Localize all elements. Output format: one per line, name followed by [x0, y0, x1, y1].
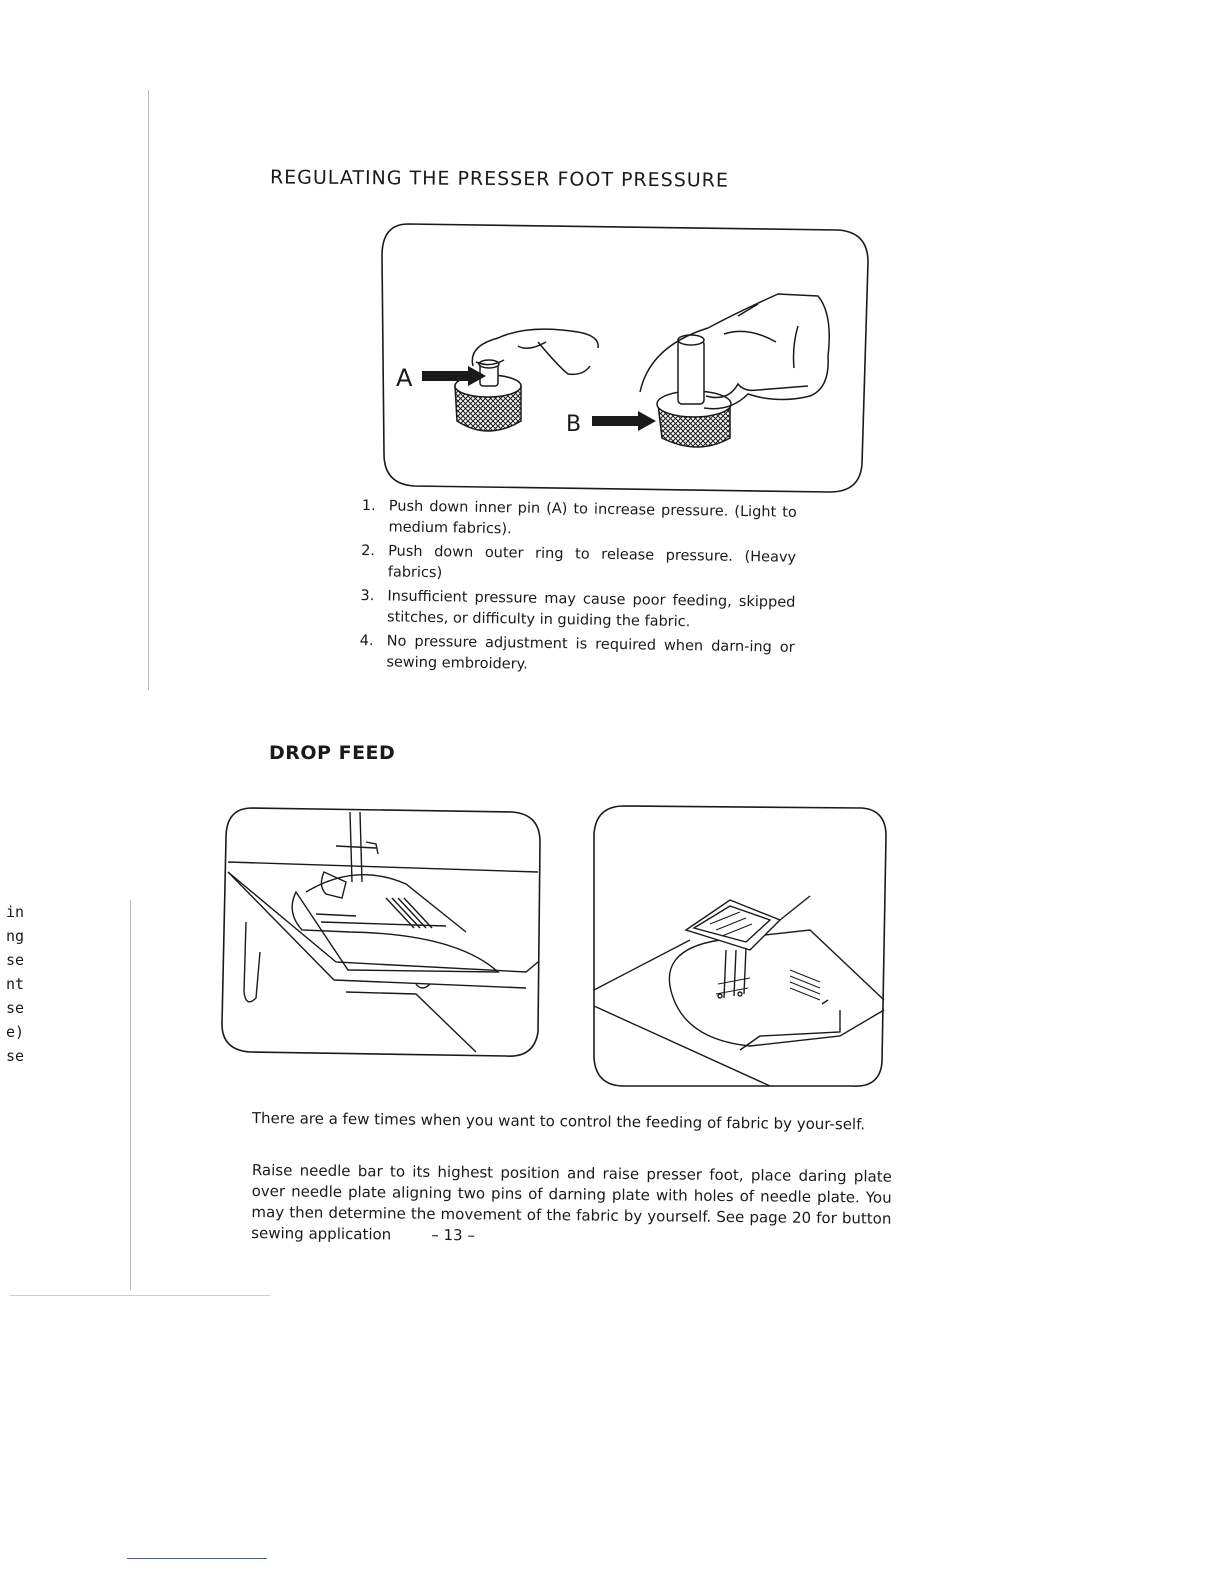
scan-edge-line [148, 90, 149, 690]
step-item: 1. Push down inner pin (A) to increase pressure. (Light to medium fabrics). [361, 497, 797, 538]
margin-fragment: ng [6, 927, 25, 945]
step-item: 4. No pressure adjustment is required when darn-ing or sewing embroidery. [359, 632, 795, 673]
margin-fragment: se [6, 951, 25, 969]
step-item: 3. Insufficient pressure may cause poor feeding, skipped stitches, or difficulty in guiding the fabric. [360, 587, 796, 631]
machine-bed-illustration [216, 802, 546, 1060]
scan-edge-line [130, 900, 131, 1290]
label-b: B [566, 412, 582, 437]
margin-fragments [6, 900, 24, 1068]
dial-b [657, 335, 731, 447]
page-number: – 13 – [431, 1225, 475, 1245]
drop-feed-instructions [251, 1160, 892, 1251]
margin-fragment: se [6, 999, 25, 1017]
margin-fragment: e) [6, 1023, 25, 1041]
hand-b [640, 294, 829, 409]
figure-frame [222, 808, 540, 1056]
scan-edge-line [10, 1295, 270, 1296]
drop-feed-instructions-text: Raise needle bar to its highest position and raise presser foot, place daring plate over needle plate aligning two pins of darning plate with holes of needle plate. You may then determine the movement of the fabric by yourself. See page 20 for button sewing application [251, 1161, 892, 1244]
label-a: A [396, 364, 413, 392]
step-item: 2. Push down outer ring to release pressure. (Heavy fabrics) [361, 542, 797, 582]
margin-fragment: in [6, 903, 25, 921]
figure-frame [382, 224, 868, 492]
footer-rule [127, 1558, 267, 1559]
darning-plate-illustration [590, 800, 890, 1092]
dial-a [455, 360, 521, 431]
section-title-drop-feed: DROP FEED [269, 742, 396, 764]
pressure-steps-list [359, 496, 797, 683]
arrow-b [592, 411, 656, 431]
section-title-presser-foot: REGULATING THE PRESSER FOOT PRESSURE [269, 166, 729, 192]
margin-fragment: nt [6, 975, 25, 993]
presser-pressure-illustration [378, 216, 872, 496]
margin-fragment: se [6, 1047, 25, 1065]
drop-feed-intro: There are a few times when you want to control the feeding of fabric by your-self. [251, 1109, 866, 1134]
